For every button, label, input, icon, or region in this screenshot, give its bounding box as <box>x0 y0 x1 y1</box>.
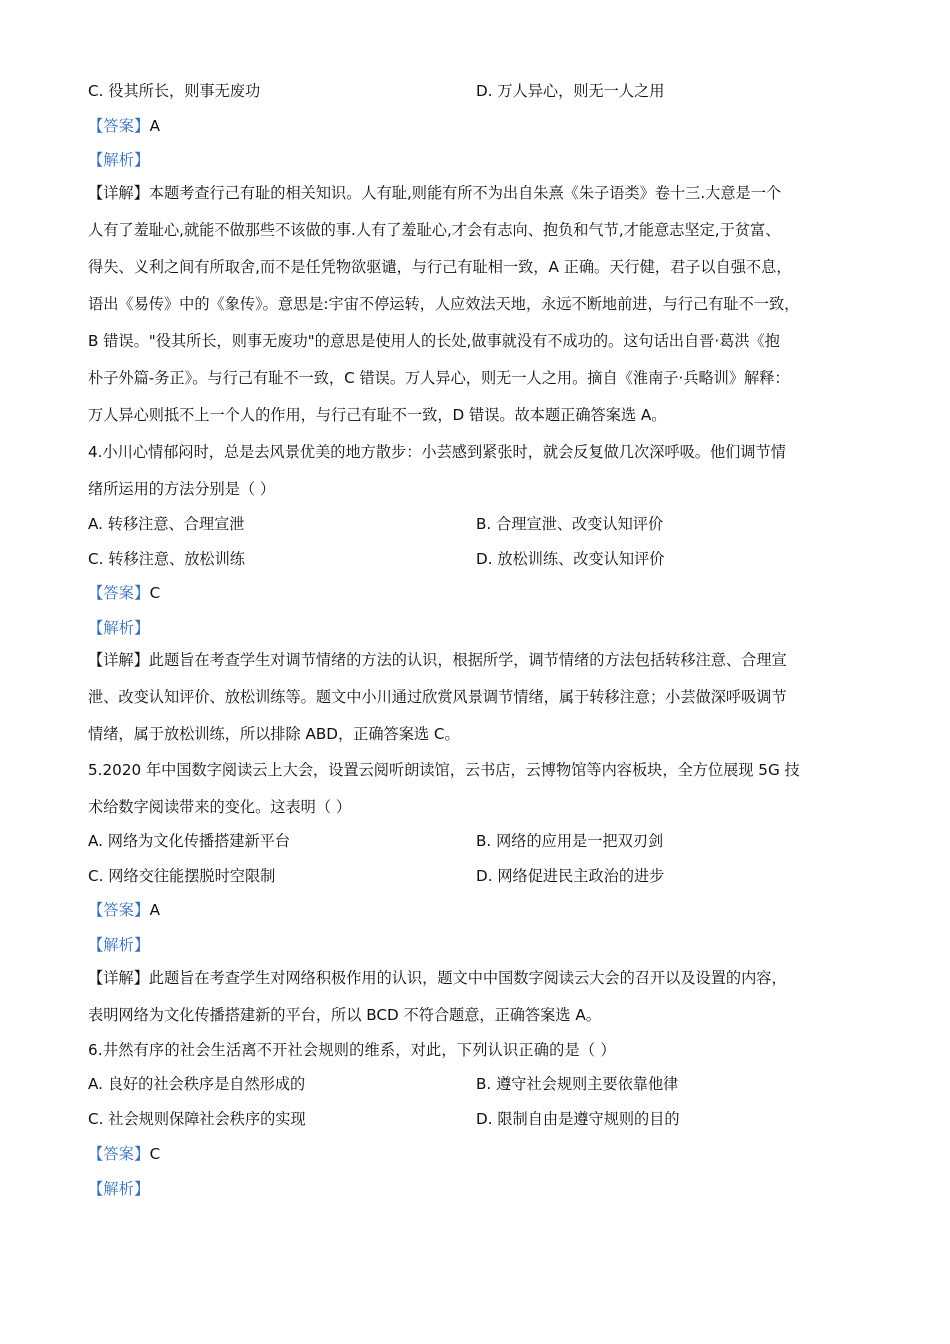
q5-analysis-tag: 【解析】 <box>88 936 150 954</box>
q4-option-d: D. 放松训练、改变认知评价 <box>476 550 665 568</box>
q6-stem: 6.井然有序的社会生活离不开社会规则的维系，对此，下列认识正确的是（ ） <box>88 1041 616 1059</box>
detail-line: 【详解】此题旨在考查学生对网络积极作用的认识，题文中中国数字阅读云大会的召开以及设置的内容， <box>88 969 787 987</box>
detail-tag: 【详解】 <box>88 651 149 669</box>
answer-tag: 【答案】 <box>88 117 150 135</box>
answer-tag: 【答案】 <box>88 901 150 919</box>
q4-analysis-tag: 【解析】 <box>88 619 150 637</box>
detail-line: 万人异心则抵不上一个人的作用，与行己有耻不一致，D 错误。故本题正确答案选 A。 <box>88 406 667 424</box>
answer-tag: 【答案】 <box>88 1145 150 1163</box>
q5-detail <box>88 960 864 1034</box>
answer-tag: 【答案】 <box>88 584 150 602</box>
detail-line: 【详解】此题旨在考查学生对调节情绪的方法的认识，根据所学，调节情绪的方法包括转移注意、合理宣 <box>88 651 787 669</box>
answer-value: A <box>149 901 161 919</box>
q6-option-a: A. 良好的社会秩序是自然形成的 <box>88 1075 306 1093</box>
q5-option-c: C. 网络交往能摆脱时空限制 <box>88 867 276 885</box>
q5-option-a: A. 网络为文化传播搭建新平台 <box>88 832 291 850</box>
answer-value: C <box>149 1145 161 1163</box>
detail-tag: 【详解】 <box>88 969 149 987</box>
detail-line: 人有了羞耻心,就能不做那些不该做的事.人有了羞耻心,才会有志向、抱负和气节,才能意志坚定,于贫富、 <box>88 221 781 239</box>
q6-answer <box>88 1143 160 1165</box>
q5-answer <box>88 899 160 921</box>
detail-line: 朴子外篇-务正》。与行己有耻不一致，C 错误。万人异心，则无一人之用。摘自《淮南子·兵略训》解释： <box>88 369 790 387</box>
detail-line: 语出《易传》中的《象传》。意思是:宇宙不停运转，人应效法天地，永远不断地前进，与行己有耻不一致， <box>88 295 800 313</box>
q3-detail <box>88 175 864 434</box>
q5-option-b: B. 网络的应用是一把双刃剑 <box>476 832 664 850</box>
detail-line: 泄、改变认知评价、放松训练等。题文中小川通过欣赏风景调节情绪，属于转移注意；小芸做深呼吸调节 <box>88 688 787 706</box>
detail-line: 情绪，属于放松训练，所以排除 ABD，正确答案选 C。 <box>88 725 460 743</box>
q6-analysis-tag: 【解析】 <box>88 1180 150 1198</box>
q4-answer <box>88 582 160 604</box>
q4-option-c: C. 转移注意、放松训练 <box>88 550 245 568</box>
answer-value: C <box>149 584 161 602</box>
q6-option-b: B. 遵守社会规则主要依靠他律 <box>476 1075 679 1093</box>
q5-stem <box>88 752 864 826</box>
q3-analysis-tag: 【解析】 <box>88 151 150 169</box>
detail-line: 得失、义利之间有所取舍,而不是任凭物欲驱谴，与行己有耻相一致，A 正确。天行健，君子以自强不息， <box>88 258 792 276</box>
detail-tag: 【详解】 <box>88 184 149 202</box>
stem-line: 4.小川心情郁闷时，总是去风景优美的地方散步：小芸感到紧张时，就会反复做几次深呼吸。他们调节情 <box>88 443 786 461</box>
q4-stem <box>88 434 864 508</box>
q6-option-c: C. 社会规则保障社会秩序的实现 <box>88 1110 306 1128</box>
q5-option-d: D. 网络促进民主政治的进步 <box>476 867 665 885</box>
q6-option-d: D. 限制自由是遵守规则的目的 <box>476 1110 680 1128</box>
detail-line: 表明网络为文化传播搭建新的平台，所以 BCD 不符合题意，正确答案选 A。 <box>88 1006 601 1024</box>
q3-answer <box>88 115 160 137</box>
q4-option-a: A. 转移注意、合理宣泄 <box>88 515 245 533</box>
q4-detail <box>88 642 864 753</box>
detail-line: 【详解】本题考查行己有耻的相关知识。人有耻,则能有所不为出自朱熹《朱子语类》卷十三.大意是一个 <box>88 184 782 202</box>
q3-option-d: D. 万人异心，则无一人之用 <box>476 82 665 100</box>
stem-line: 5.2020 年中国数字阅读云上大会，设置云阅听朗读馆，云书店，云博物馆等内容板块，全方位展现 5G 技 <box>88 761 800 779</box>
stem-line: 术给数字阅读带来的变化。这表明（ ） <box>88 798 352 816</box>
q4-option-b: B. 合理宣泄、改变认知评价 <box>476 515 664 533</box>
stem-line: 绪所运用的方法分别是（ ） <box>88 480 276 498</box>
q3-option-c: C. 役其所长，则事无废功 <box>88 82 261 100</box>
answer-value: A <box>149 117 161 135</box>
detail-line: B 错误。"役其所长，则事无废功"的意思是使用人的长处,做事就没有不成功的。这句话出自晋·葛洪《抱 <box>88 332 780 350</box>
